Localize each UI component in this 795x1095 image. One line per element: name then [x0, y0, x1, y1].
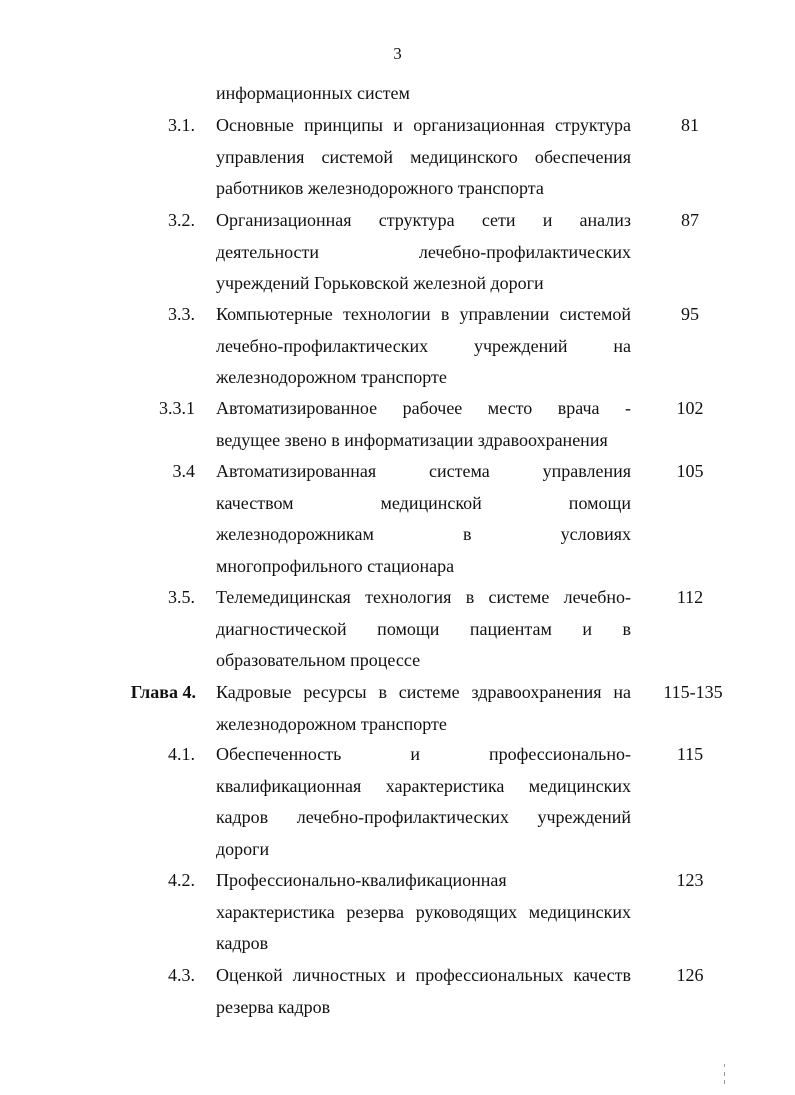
section-number: 3.4 — [172, 461, 195, 481]
toc-title — [216, 582, 631, 677]
toc-title — [216, 299, 631, 394]
scan-mark — [724, 1072, 725, 1076]
page-ref: 81 — [681, 115, 699, 135]
toc-title-line: дороги — [216, 838, 270, 859]
toc-title-line: Профессионально-квалификационная — [216, 870, 507, 890]
toc-title-line: кадров — [216, 933, 269, 953]
toc-title-line: Автоматизированное рабочее место врача - — [216, 398, 631, 418]
toc-title-line: учреждений Горьковской железной дороги — [216, 273, 544, 293]
toc-title-line: Автоматизированная система управления — [216, 461, 631, 481]
toc-title — [216, 205, 631, 300]
toc-title — [216, 960, 631, 1023]
page-ref: 102 — [676, 398, 704, 418]
toc-title-line: ведущее звено в информатизации здравоохранения — [216, 429, 608, 450]
toc-title-line: Оценкой личностных и профессиональных качеств — [216, 965, 631, 985]
toc-title — [216, 865, 631, 960]
toc-title — [216, 393, 631, 456]
section-number: 4.2. — [168, 870, 195, 890]
section-number: 3.2. — [168, 210, 195, 230]
toc-title-line: диагностической помощи пациентам и в — [216, 618, 631, 639]
section-number: 4.3. — [168, 965, 195, 985]
toc-title-line: железнодорожникам в условиях — [216, 524, 631, 544]
toc-title-line: характеристика резерва руководящих медицинских — [216, 901, 631, 922]
scan-mark — [724, 1064, 725, 1067]
toc-title-line: железнодорожном транспорте — [216, 713, 447, 734]
toc-title-line: Компьютерные технологии в управлении системой — [216, 304, 631, 324]
toc-title-line: образовательном процессе — [216, 650, 421, 670]
section-number: 3.1. — [168, 115, 195, 135]
toc-title — [216, 456, 631, 582]
page-ref: 123 — [676, 870, 704, 890]
toc-title-line: Основные принципы и организационная структура — [216, 115, 631, 135]
toc-title-line: Обеспеченность и профессионально- — [216, 744, 631, 764]
page-ref: 115 — [676, 744, 704, 764]
toc-title — [216, 110, 631, 205]
page-ref: 105 — [676, 461, 704, 481]
toc-continuation-text: информационных систем — [216, 83, 410, 103]
page-number: 3 — [393, 44, 402, 63]
toc-title-line: резерва кадров — [216, 996, 331, 1017]
page-ref: 112 — [676, 587, 704, 607]
toc-title-line: железнодорожном транспорте — [216, 367, 447, 387]
toc-title-line: квалификационная характеристика медицинских — [216, 775, 631, 796]
toc-title-line: Организационная структура сети и анализ — [216, 210, 631, 230]
section-number: 3.5. — [168, 587, 195, 607]
page-ref: 95 — [681, 304, 699, 324]
page-ref: 87 — [681, 210, 699, 230]
toc-title-line: работников железнодорожного транспорта — [216, 178, 544, 198]
toc-title — [216, 677, 631, 740]
toc-title-line: управления системой медицинского обеспечения — [216, 146, 631, 167]
page-ref: 126 — [676, 965, 704, 985]
chapter-number: Глава 4. — [130, 682, 196, 702]
toc-title-line: многопрофильного стационара — [216, 555, 455, 576]
toc-title-line: Кадровые ресурсы в системе здравоохранения на — [216, 682, 631, 702]
section-number: 3.3. — [168, 304, 195, 324]
section-number: 4.1. — [168, 744, 195, 764]
toc-title-line: Телемедицинская технология в системе лечебно- — [216, 587, 631, 607]
scan-mark — [724, 1080, 725, 1084]
section-number: 3.3.1 — [159, 398, 195, 418]
toc-title — [216, 739, 631, 865]
toc-title-line: деятельности лечебно-профилактических — [216, 241, 631, 262]
page-ref: 115-135 — [663, 682, 723, 702]
toc-title-line: лечебно-профилактических учреждений на — [216, 335, 631, 356]
toc-title-line: кадров лечебно-профилактических учреждений — [216, 807, 631, 827]
toc-title-line: качеством медицинской помощи — [216, 492, 631, 513]
